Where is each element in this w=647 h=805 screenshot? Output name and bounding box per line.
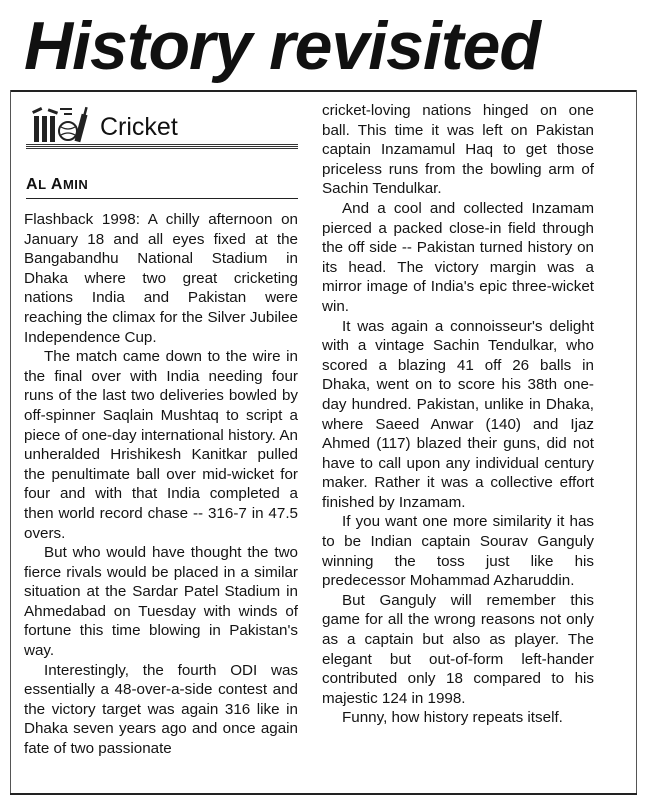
paragraph: It was again a connoisseur's delight with a vintage Sachin Tendulkar, who scored a blazing 41 off 26 balls in Dhaka, went on to score his 38th one-day hundred. Pakistan, unlike in Dhaka, where Saeed Anwar (140) and Ijaz Ahmed (117) blazed their guns, did not have to call upon any individual century maker. Rather it was a collective effort finished by Inzamam. — [322, 317, 594, 511]
section-divider — [26, 144, 298, 149]
paragraph: Funny, how history repeats itself. — [342, 709, 563, 727]
byline-rule — [26, 198, 298, 199]
byline-first-initial: A — [26, 176, 39, 193]
top-rule — [10, 90, 637, 92]
article-column-2 — [322, 101, 594, 728]
section-label: Cricket — [100, 113, 178, 141]
paragraph: But Ganguly will remember this game for all the wrong reasons not only as a captain but also as player. The elegant but out-of-form left-hander contributed only 18 compared to his majestic 124 in 1998. — [322, 591, 594, 707]
paragraph: And a cool and collected Inzamam pierced a packed close-in field through the off side -- Pakistan turned history on its head. The victory margin was a mirror image of India's epic three-wicket win. — [322, 199, 594, 315]
article-column-1 — [24, 210, 298, 759]
paragraph: If you want one more similarity it has to be Indian captain Sourav Ganguly winning the toss just like his predecessor Mohammad Azharuddin. — [322, 513, 594, 590]
left-rule — [10, 90, 11, 795]
headline: History revisited — [24, 8, 540, 84]
byline-first-rest: L — [38, 177, 47, 192]
paragraph: But who would have thought the two fierce rivals would be placed in a similar situation at the Sardar Patel Stadium in Ahmedabad on Tuesday with winds of fortune this time blowing in Pakistan's way. — [24, 544, 298, 660]
byline — [26, 176, 88, 194]
byline-last-rest: MIN — [62, 177, 89, 192]
byline-last-initial: A — [50, 176, 63, 193]
bottom-rule — [10, 793, 637, 795]
section-header — [26, 104, 298, 144]
right-rule — [636, 90, 637, 795]
paragraph: cricket-loving nations hinged on one ball. This time it was left on Pakistan captain Inzamamul Haq to get those priceless runs from the bowling arm of Sachin Tendulkar. — [322, 102, 594, 198]
paragraph: Flashback 1998: A chilly afternoon on January 18 and all eyes fixed at the Bangabandhu National Stadium in Dhaka where two great cricketing nations India and Pakistan were reaching the climax for the Silver Jubilee Independence Cup. — [24, 211, 298, 346]
paragraph: The match came down to the wire in the final over with India needing four runs of the last two deliveries bowled by off-spinner Saqlain Mushtaq to script a piece of one-day international history. An unheralded Hrishikesh Kanitkar pulled the penultimate ball over mid-wicket for four and with that India completed a then world record chase -- 316-7 in 47.5 overs. — [24, 348, 298, 542]
cricket-icon — [26, 104, 96, 144]
paragraph: Interestingly, the fourth ODI was essentially a 48-over-a-side contest and the victory target was again 316 like in Dhaka seven years ago and once again fate of two passionate — [24, 661, 298, 758]
